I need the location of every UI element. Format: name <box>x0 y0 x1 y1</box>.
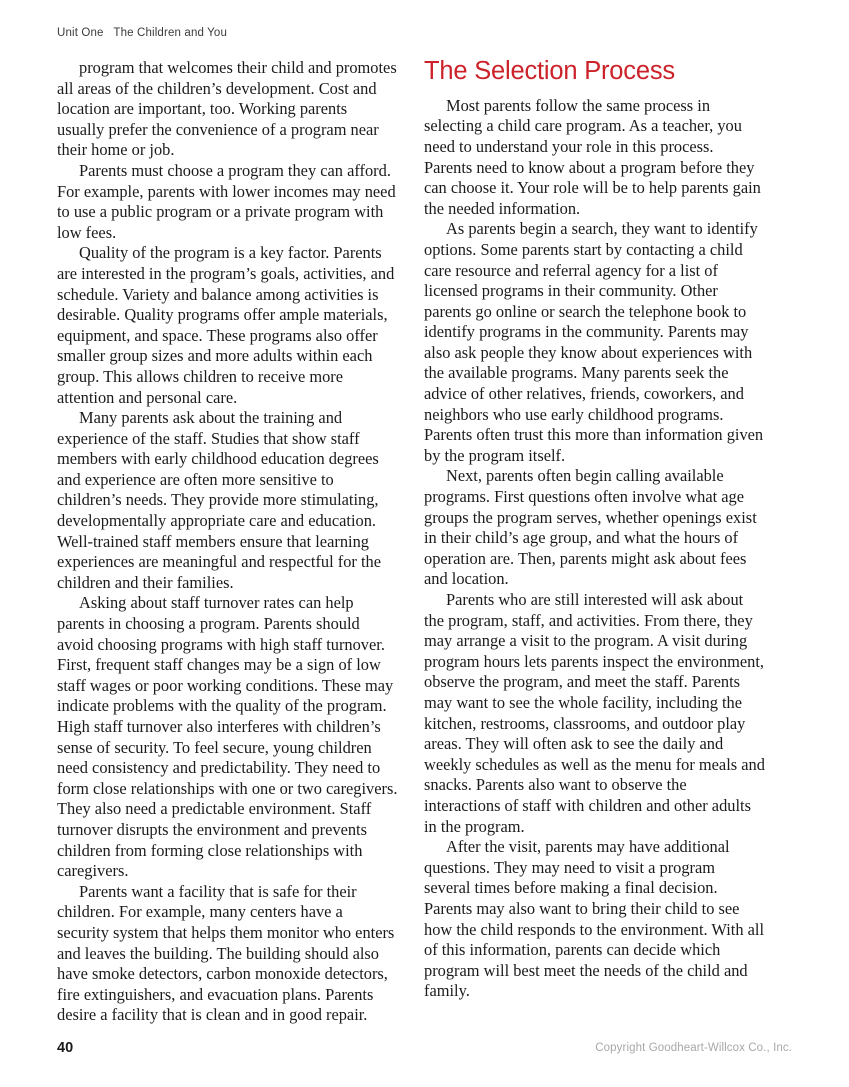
running-head: Unit One The Children and You <box>57 27 228 39</box>
right-column <box>424 58 765 1018</box>
paragraph: Quality of the program is a key factor. Parents are interested in the program’s goals, activities, and schedule. Variety and balance among activities is desirable. Quality programs offer ample materials, equipment, and space. These programs also offer smaller group sizes and more adults within each group. This allows children to receive more attention and personal care. <box>57 243 395 407</box>
paragraph: Many parents ask about the training and experience of the staff. Studies that show staff members with early childhood education degrees and experience are often more sensitive to children’s needs. They provide more stimulating, developmentally appropriate care and education. Well-trained staff members ensure that learning experiences are meaningful and respectful for the children and their families. <box>57 408 382 592</box>
paragraph: As parents begin a search, they want to identify options. Some parents start by contacting a child care resource and referral agency for a list of licensed programs in their community. Other parents go online or search the telephone book to identify programs in the community. Parents may also ask people they know about experiences with the available programs. Many parents seek the advice of other relatives, friends, coworkers, and neighbors who use early childhood programs. Parents often trust this more than information given by the program itself. <box>424 219 764 465</box>
section-title: The Selection Process <box>424 57 675 85</box>
copyright-notice: Copyright Goodheart-Willcox Co., Inc. <box>595 1042 792 1054</box>
paragraph: Parents must choose a program they can afford. For example, parents with lower incomes may need to use a public program or a private program with low fees. <box>57 160 396 242</box>
paragraph: Asking about staff turnover rates can help parents in choosing a program. Parents should avoid choosing programs with high staff turnover. First, frequent staff changes may be a sign of low staff wages or poor working conditions. These may indicate problems with the quality of the program. High staff turnover also interferes with children’s sense of security. To feel secure, young children need consistency and predictability. They need to form close relationships with one or two caregivers. They also need a predictable environment. Staff turnover disrupts the environment and prevents children from forming close relationships with caregivers. <box>57 593 398 881</box>
page-number: 40 <box>57 1040 74 1056</box>
paragraph: Next, parents often begin calling available programs. First questions often involve what age groups the program serves, whether openings exist in their child’s age group, and what the hours of operation are. Then, parents might ask about fees and location. <box>424 466 757 589</box>
paragraph: Parents who are still interested will ask about the program, staff, and activities. From there, they may arrange a visit to the program. A visit during program hours lets parents inspect the environment, observe the program, and meet the staff. Parents may want to see the whole facility, including the kitchen, restrooms, classrooms, and outdoor play areas. They will often ask to see the daily and weekly schedules as well as the menu for meals and snacks. Parents also want to observe the interactions of staff with children and other adults in the program. <box>424 590 765 836</box>
paragraph: After the visit, parents may have additional questions. They may need to visit a program several times before making a final decision. Parents may also want to bring their child to see how the child responds to the environment. With all of this information, parents can decide which program will best meet the needs of the child and family. <box>424 837 764 1001</box>
two-column-body <box>57 57 773 1025</box>
paragraph: Parents want a facility that is safe for their children. For example, many centers have a security system that helps them monitor who enters and leaves the building. The building should also have smoke detectors, carbon monoxide detectors, fire extinguishers, and evacuation plans. Parents desire a facility that is clean and in good repair. <box>57 881 395 1025</box>
page-footer <box>57 1040 792 1060</box>
paragraph: Most parents follow the same process in selecting a child care program. As a teacher, you need to understand your role in this process. Parents need to know about a program before they can choose it. Your role will be to help parents gain the needed information. <box>424 95 761 218</box>
left-column <box>57 58 398 1025</box>
paragraph: program that welcomes their child and promotes all areas of the children’s development. Cost and location are important, too. Working parents usually prefer the convenience of a program near their home or job. <box>57 58 397 160</box>
